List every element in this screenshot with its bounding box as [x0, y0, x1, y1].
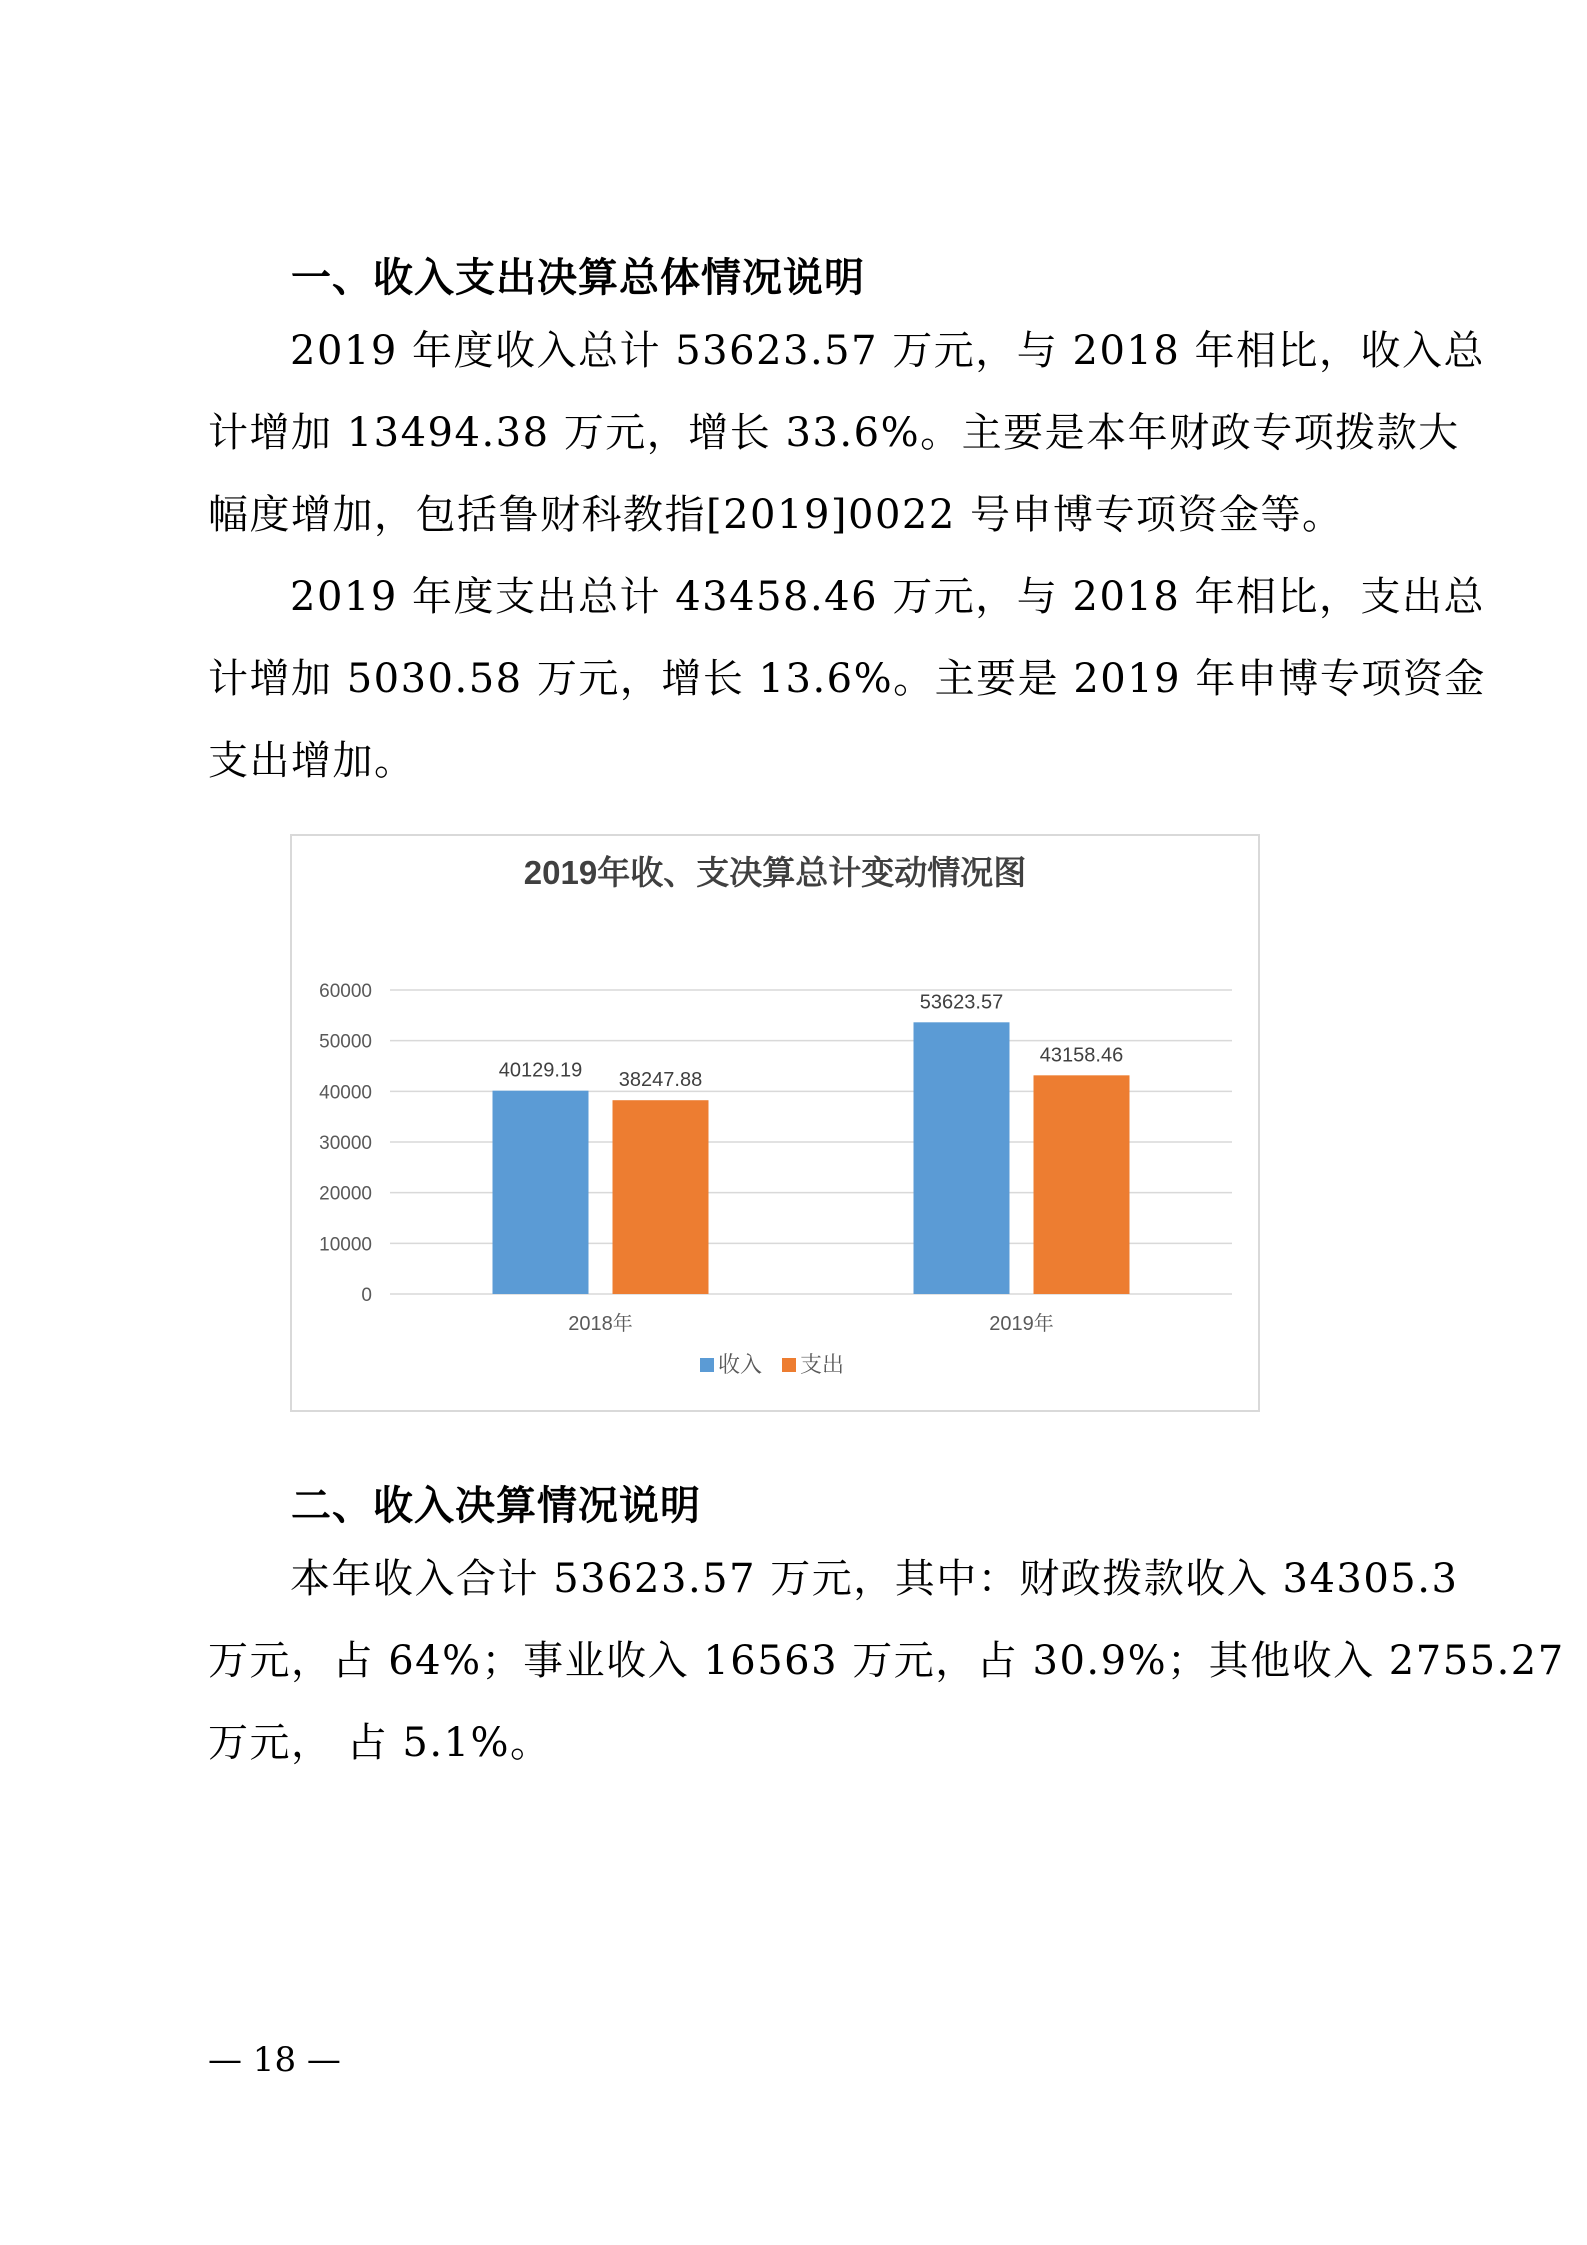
chart-container: [290, 834, 1260, 1412]
paragraph-line: 万元， 占 5.1%。: [208, 1720, 552, 1766]
data-label: 40129.19: [498, 1059, 583, 1082]
legend-label: 收入: [718, 1352, 763, 1377]
bar-收入: [914, 1022, 1010, 1294]
y-tick-label: 60000: [319, 981, 372, 1002]
section2-paragraph: [208, 1538, 1565, 1784]
bar-chart: [292, 836, 1258, 1410]
data-label: 38247.88: [618, 1069, 703, 1092]
data-label: 53623.57: [919, 991, 1004, 1014]
paragraph-line: 万元，占 64%；事业收入 16563 万元，占 30.9%；其他收入 2755.27: [208, 1638, 1565, 1684]
paragraph-line: 本年收入合计 53623.57 万元，其中：财政拨款收入 34305.3: [290, 1556, 1459, 1602]
paragraph-line: 计增加 13494.38 万元，增长 33.6%。主要是本年财政专项拨款大: [208, 410, 1460, 456]
section2-heading: 二、收入决算情况说明: [291, 1483, 701, 1529]
bar-收入: [493, 1091, 589, 1294]
y-tick-label: 0: [361, 1285, 372, 1306]
legend-label: 支出: [800, 1352, 845, 1377]
bar-支出: [1034, 1075, 1130, 1294]
x-tick-label: 2018年: [568, 1313, 633, 1335]
y-tick-label: 10000: [319, 1234, 372, 1256]
bar-支出: [613, 1100, 709, 1294]
section1-paragraph-expense: [208, 556, 1486, 802]
section1-heading: 一、收入支出决算总体情况说明: [291, 255, 865, 301]
page-number: — 18 —: [208, 2040, 341, 2080]
y-tick-label: 50000: [319, 1031, 372, 1053]
paragraph-line: 2019 年度支出总计 43458.46 万元，与 2018 年相比，支出总: [290, 574, 1486, 620]
paragraph-line: 支出增加。: [208, 738, 416, 784]
paragraph-line: 幅度增加，包括鲁财科教指[2019]0022 号申博专项资金等。: [208, 492, 1344, 538]
y-tick-label: 20000: [319, 1183, 372, 1205]
x-tick-label: 2019年: [989, 1313, 1054, 1335]
section1-paragraph-income: [208, 310, 1486, 556]
y-tick-label: 30000: [319, 1133, 372, 1154]
legend-swatch: [782, 1358, 796, 1372]
paragraph-line: 2019 年度收入总计 53623.57 万元，与 2018 年相比，收入总: [290, 328, 1486, 374]
legend-swatch: [700, 1358, 714, 1372]
y-tick-label: 40000: [319, 1082, 372, 1104]
chart-title: 2019年收、支决算总计变动情况图: [523, 854, 1027, 891]
paragraph-line: 计增加 5030.58 万元，增长 13.6%。主要是 2019 年申博专项资金: [208, 656, 1486, 702]
data-label: 43158.46: [1039, 1044, 1124, 1067]
